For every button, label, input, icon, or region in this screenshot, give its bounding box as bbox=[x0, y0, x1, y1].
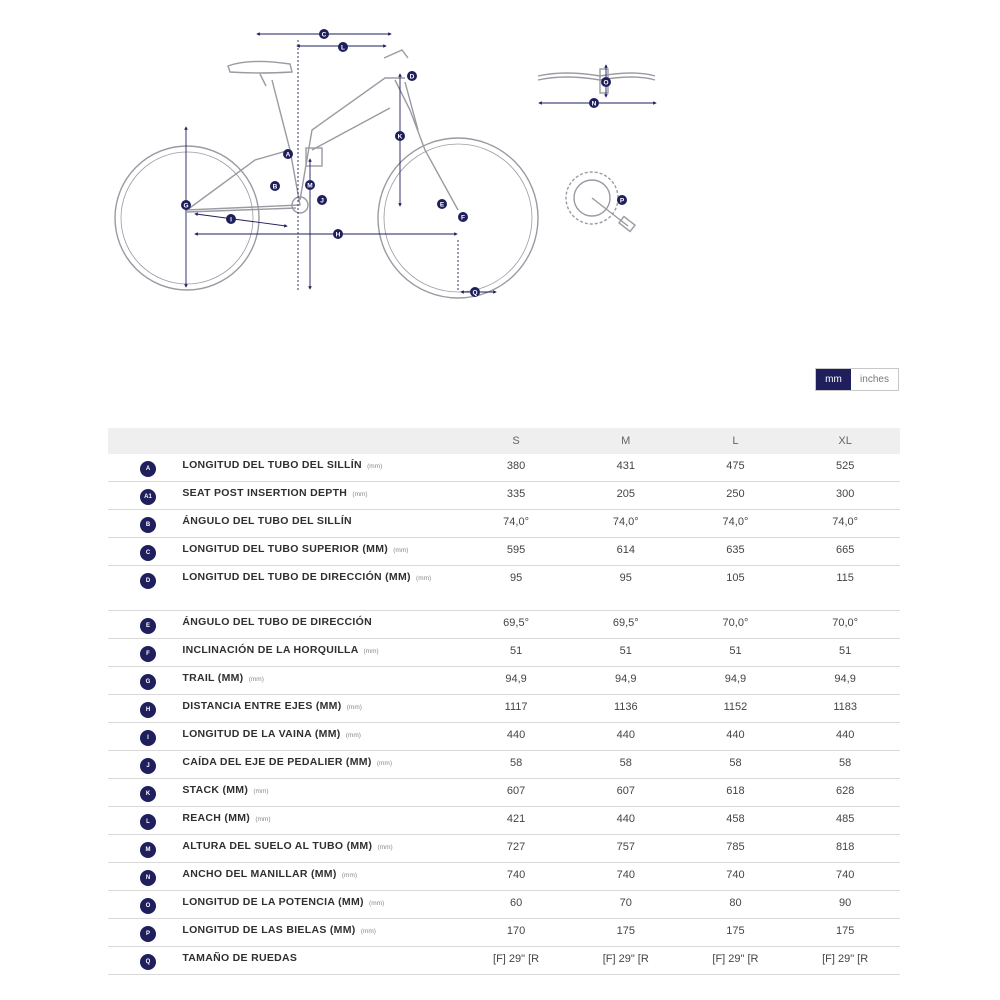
row-value-s: 421 bbox=[506, 813, 526, 825]
row-label: LONGITUD DEL TUBO DEL SILLÍN bbox=[182, 459, 362, 471]
row-value-xl: 115 bbox=[836, 572, 854, 584]
row-value-s: 58 bbox=[509, 757, 523, 769]
row-label: LONGITUD DE LA VAINA (MM) bbox=[182, 728, 341, 740]
row-label: LONGITUD DEL TUBO DE DIRECCIÓN (MM) bbox=[182, 571, 411, 583]
table-row bbox=[108, 919, 900, 947]
row-value-xl: 58 bbox=[839, 757, 852, 769]
row-value-xl: 90 bbox=[839, 897, 852, 909]
row-code-badge: F bbox=[140, 646, 156, 662]
row-code-badge: L bbox=[140, 814, 156, 830]
unit-toggle bbox=[815, 368, 899, 391]
row-value-m: 74,0° bbox=[612, 516, 639, 528]
svg-text:P: P bbox=[619, 197, 625, 205]
row-label: ALTURA DEL SUELO AL TUBO (MM) bbox=[182, 840, 373, 852]
svg-text:D: D bbox=[409, 73, 415, 81]
row-value-m: 95 bbox=[619, 572, 632, 584]
row-value-m: 51 bbox=[619, 645, 632, 657]
row-label: LONGITUD DE LA POTENCIA (MM) bbox=[182, 896, 364, 908]
row-label: SEAT POST INSERTION DEPTH bbox=[182, 487, 348, 499]
row-unit: (mm) bbox=[363, 648, 379, 655]
row-unit: (mm) bbox=[416, 575, 432, 582]
row-unit: (mm) bbox=[352, 491, 368, 498]
table-row bbox=[108, 947, 900, 975]
table-row bbox=[108, 779, 900, 807]
row-label: LONGITUD DEL TUBO SUPERIOR (MM) bbox=[182, 543, 389, 555]
row-code-badge: O bbox=[140, 898, 156, 914]
row-unit: (mm) bbox=[345, 732, 361, 739]
row-unit: (mm) bbox=[360, 928, 376, 935]
row-value-s: 380 bbox=[506, 460, 526, 472]
row-value-xl: 51 bbox=[839, 645, 852, 657]
size-header-xl: XL bbox=[838, 435, 852, 447]
row-value-l: 250 bbox=[726, 488, 745, 500]
row-unit: (mm) bbox=[255, 816, 271, 823]
row-value-m: 58 bbox=[619, 757, 632, 769]
svg-text:C: C bbox=[321, 31, 327, 39]
table-row bbox=[108, 482, 900, 510]
row-value-s: 740 bbox=[506, 869, 526, 881]
svg-text:J: J bbox=[320, 197, 324, 205]
table-row bbox=[108, 751, 900, 779]
row-value-m: 175 bbox=[616, 925, 635, 937]
row-value-xl: 1183 bbox=[833, 701, 857, 713]
table-row bbox=[108, 695, 900, 723]
row-value-m: 94,9 bbox=[615, 673, 637, 685]
row-unit: (mm) bbox=[341, 872, 358, 879]
row-value-s: 607 bbox=[506, 785, 526, 797]
row-value-s: 440 bbox=[506, 729, 526, 741]
row-code-badge: D bbox=[140, 573, 156, 589]
row-label: LONGITUD DE LAS BIELAS (MM) bbox=[182, 924, 356, 936]
row-code-badge: A1 bbox=[140, 489, 156, 505]
row-value-l: 80 bbox=[729, 897, 742, 909]
row-value-s: [F] 29" [R bbox=[493, 953, 540, 965]
svg-text:F: F bbox=[461, 214, 465, 222]
geometry-table bbox=[108, 428, 900, 975]
row-value-s: 60 bbox=[509, 897, 523, 909]
table-row bbox=[108, 835, 900, 863]
row-unit: (mm) bbox=[367, 463, 383, 470]
row-value-l: 1152 bbox=[723, 701, 748, 713]
row-value-l: 74,0° bbox=[722, 516, 749, 528]
svg-text:L: L bbox=[341, 44, 345, 52]
row-code-badge: J bbox=[140, 758, 156, 774]
row-value-m: 1136 bbox=[613, 701, 638, 713]
svg-text:B: B bbox=[272, 183, 278, 191]
row-value-xl: 74,0° bbox=[832, 516, 859, 528]
svg-text:G: G bbox=[183, 202, 189, 210]
row-value-m: 440 bbox=[616, 729, 635, 741]
row-label: ÁNGULO DEL TUBO DEL SILLÍN bbox=[182, 515, 352, 527]
row-code-badge: I bbox=[140, 730, 156, 746]
table-row bbox=[108, 863, 900, 891]
table-row bbox=[108, 454, 900, 482]
row-value-s: 335 bbox=[506, 488, 526, 500]
row-value-m: 607 bbox=[616, 785, 635, 797]
table-row bbox=[108, 611, 900, 639]
row-code-badge: M bbox=[140, 842, 156, 858]
row-value-xl: 70,0° bbox=[832, 617, 859, 629]
row-code-badge: C bbox=[140, 545, 156, 561]
row-value-m: 431 bbox=[616, 460, 635, 472]
row-value-l: 618 bbox=[726, 785, 745, 797]
row-label: ANCHO DEL MANILLAR (MM) bbox=[182, 868, 337, 880]
row-value-m: 440 bbox=[616, 813, 635, 825]
bike-geometry-diagram bbox=[0, 0, 1000, 330]
row-code-badge: H bbox=[140, 702, 156, 718]
svg-text:N: N bbox=[591, 100, 597, 108]
row-value-xl: 440 bbox=[835, 729, 855, 741]
row-unit: (mm) bbox=[248, 676, 264, 683]
row-value-l: 785 bbox=[726, 841, 745, 853]
row-label: CAÍDA DEL EJE DE PEDALIER (MM) bbox=[182, 756, 372, 768]
row-value-xl: 175 bbox=[835, 925, 855, 937]
svg-text:A: A bbox=[285, 151, 291, 159]
row-code-badge: Q bbox=[140, 954, 156, 970]
svg-text:K: K bbox=[397, 133, 403, 141]
table-row bbox=[108, 538, 900, 566]
row-unit: (mm) bbox=[369, 900, 385, 907]
row-value-l: 440 bbox=[726, 729, 745, 741]
row-value-m: 205 bbox=[616, 488, 635, 500]
row-value-l: [F] 29" [R bbox=[712, 953, 759, 965]
row-unit: (mm) bbox=[377, 844, 393, 851]
row-value-s: 69,5° bbox=[503, 617, 529, 629]
row-value-s: 94,9 bbox=[505, 673, 527, 685]
table-header bbox=[108, 428, 900, 454]
svg-text:Q: Q bbox=[472, 289, 478, 297]
row-value-xl: 628 bbox=[835, 785, 855, 797]
table-row bbox=[108, 807, 900, 835]
row-value-xl: 818 bbox=[835, 841, 855, 853]
row-label: TAMAÑO DE RUEDAS bbox=[182, 952, 298, 964]
table-row bbox=[108, 723, 900, 751]
svg-text:I: I bbox=[230, 216, 232, 224]
row-value-xl: 300 bbox=[835, 488, 855, 500]
row-unit: (mm) bbox=[376, 760, 393, 767]
row-value-xl: 525 bbox=[835, 460, 855, 472]
row-value-xl: 485 bbox=[835, 813, 855, 825]
row-value-s: 74,0° bbox=[503, 516, 529, 528]
row-value-m: 757 bbox=[616, 841, 635, 853]
row-unit: (mm) bbox=[393, 547, 409, 554]
row-unit: (mm) bbox=[253, 788, 269, 795]
table-row bbox=[108, 639, 900, 667]
table-body bbox=[108, 454, 900, 975]
row-value-xl: 665 bbox=[835, 544, 855, 556]
row-value-s: 51 bbox=[509, 645, 523, 657]
rear-wheel bbox=[115, 146, 259, 290]
svg-text:E: E bbox=[439, 201, 445, 209]
row-value-xl: 740 bbox=[835, 869, 855, 881]
row-value-xl: 94,9 bbox=[834, 673, 856, 685]
row-value-xl: [F] 29" [R bbox=[822, 953, 869, 965]
row-value-l: 175 bbox=[726, 925, 745, 937]
unit-inches-button[interactable]: inches bbox=[851, 369, 898, 390]
row-value-s: 595 bbox=[506, 544, 526, 556]
row-value-l: 458 bbox=[726, 813, 745, 825]
row-value-s: 95 bbox=[509, 572, 523, 584]
row-value-m: 70 bbox=[619, 897, 632, 909]
row-code-badge: G bbox=[140, 674, 156, 690]
row-code-badge: K bbox=[140, 786, 156, 802]
svg-text:O: O bbox=[603, 79, 609, 87]
row-value-l: 740 bbox=[726, 869, 745, 881]
table-row bbox=[108, 566, 900, 611]
size-header-s: S bbox=[512, 435, 520, 447]
row-label: STACK (MM) bbox=[182, 784, 249, 796]
unit-mm-button[interactable]: mm bbox=[816, 369, 851, 390]
svg-text:H: H bbox=[335, 231, 341, 239]
row-label: TRAIL (MM) bbox=[182, 672, 244, 684]
table-row bbox=[108, 667, 900, 695]
row-value-l: 70,0° bbox=[722, 617, 749, 629]
row-value-l: 105 bbox=[726, 572, 745, 584]
row-value-s: 1117 bbox=[504, 701, 528, 713]
row-value-m: [F] 29" [R bbox=[602, 953, 649, 965]
row-value-l: 635 bbox=[726, 544, 745, 556]
row-value-m: 740 bbox=[616, 869, 635, 881]
row-value-l: 51 bbox=[729, 645, 742, 657]
table-row bbox=[108, 891, 900, 919]
size-header-m: M bbox=[621, 435, 631, 447]
row-code-badge: P bbox=[140, 926, 156, 942]
row-code-badge: A bbox=[140, 461, 156, 477]
row-label: DISTANCIA ENTRE EJES (MM) bbox=[182, 700, 342, 712]
row-code-badge: N bbox=[140, 870, 156, 886]
row-code-badge: E bbox=[140, 618, 156, 634]
row-value-s: 170 bbox=[506, 925, 526, 937]
row-value-m: 614 bbox=[616, 544, 635, 556]
row-label: INCLINACIÓN DE LA HORQUILLA bbox=[182, 644, 359, 656]
row-value-l: 475 bbox=[726, 460, 745, 472]
row-value-s: 727 bbox=[506, 841, 526, 853]
row-label: ÁNGULO DEL TUBO DE DIRECCIÓN bbox=[182, 616, 372, 628]
table-row bbox=[108, 510, 900, 538]
row-code-badge: B bbox=[140, 517, 156, 533]
row-label: REACH (MM) bbox=[182, 812, 251, 824]
row-value-l: 94,9 bbox=[724, 673, 747, 685]
row-value-m: 69,5° bbox=[612, 617, 639, 629]
svg-text:M: M bbox=[307, 182, 313, 190]
row-value-l: 58 bbox=[729, 757, 742, 769]
row-unit: (mm) bbox=[346, 704, 362, 711]
size-header-l: L bbox=[732, 435, 739, 447]
